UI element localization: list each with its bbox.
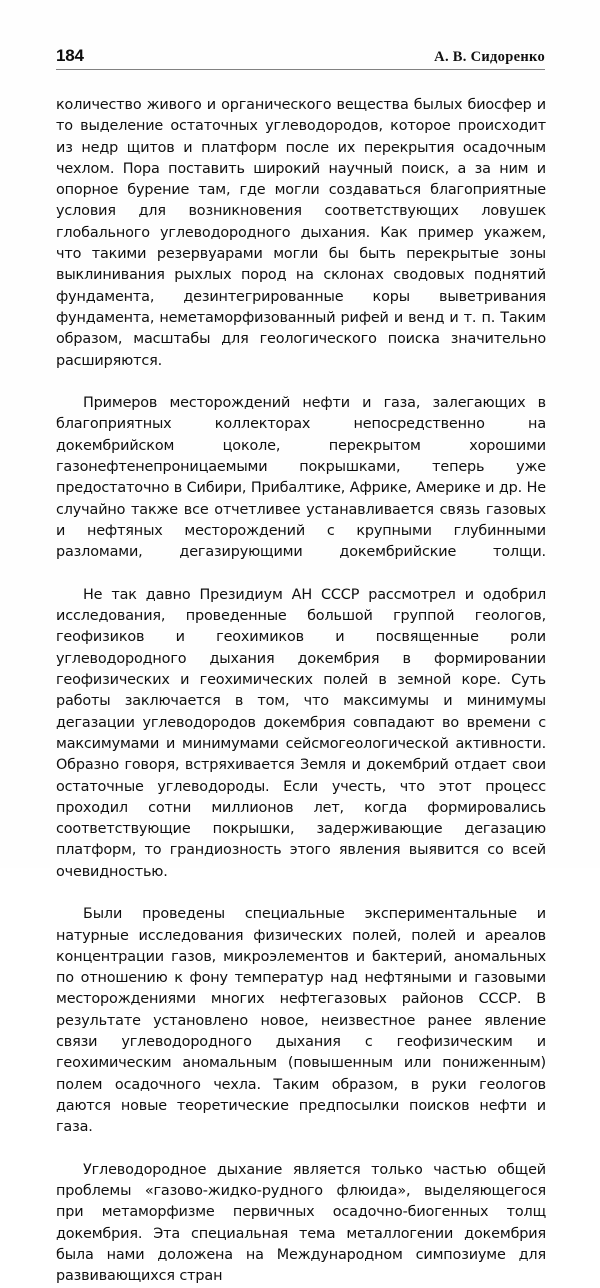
page-number: 184 (56, 46, 84, 65)
header-rule (56, 69, 545, 70)
running-head-author: А. В. Сидоренко (434, 49, 545, 65)
paragraph: Примеров месторождений нефти и газа, залегающих в благоприятных коллекторах непосредственно на докембрийском цоколе, перекрытом хорошими газонефтенепроницаемыми покрышками, теперь уже предостаточно в Сибири, Прибалтике, Африке, Америке и др. Не случайно также все отчетливее устанавливается связь газовых и нефтяных месторождений с крупными глубинными разломами, дегазирующими докембрийские толщи. (56, 395, 546, 561)
paragraph: Были проведены специальные экспериментальные и натурные исследования физических полей, полей и ареалов концентрации газов, микроэлементов и бактерий, аномальных по отношению к фону температур над нефтяными и газовыми месторождениями многих нефтегазовых районов СССР. В результате установлено новое, неизвестное ранее явление связи углеводородного дыхания с геофизическим и геохимическим аномальным (повышенным или пониженным) полем осадочного чехла. Таким образом, в руки геологов даются новые теоретические предпосылки поисков нефти и газа. (56, 906, 546, 1136)
body-text-column (56, 95, 546, 1288)
paragraph: Углеводородное дыхание является только частью общей проблемы «газово-жидко-рудного флюида», выделяющегося при метаморфизме первичных осадочно-биогенных толщ докембрия. Эта специальная тема металлогении докембрия была нами доложена на Международном симпозиуме для развивающихся стран (56, 1161, 546, 1285)
paragraph: количество живого и органического вещества былых биосфер и то выделение остаточных углеводородов, которое происходит из недр щитов и платформ после их перекрытия осадочным чехлом. Пора поставить широкий научный поиск, а за ним и опорное бурение там, где могли создаваться благоприятные условия для возникновения соответствующих ловушек глобального углеводородного дыхания. Как пример укажем, что такими резервуарами могли бы быть перекрытые зоны выклинивания рыхлых пород на склонах сводовых поднятий фундамента, дезинтегрированные коры выветривания фундамента, неметаморфизованный рифей и венд и т. п. Таким образом, масштабы для геологического поиска значительно расширяются. (56, 97, 546, 369)
paragraph: Не так давно Президиум АН СССР рассмотрел и одобрил исследования, проведенные большой группой геологов, геофизиков и геохимиков и посвященные роли углеводородного дыхания докембрия в формировании геофизических и геохимических полей в земной коре. Суть работы заключается в том, что максимумы и минимумы дегазации углеводородов докембрия совпадают во времени с максимумами и минимумами сейсмогеологической активности. Образно говоря, встряхивается Земля и докембрий отдает свои остаточные углеводороды. Если учесть, что этот процесс проходил сотни миллионов лет, когда формировались соответствующие покрышки, задерживающие дегазацию платформ, то грандиозность этого явления выявится со всей очевидностью. (56, 586, 546, 880)
running-head (56, 46, 545, 70)
